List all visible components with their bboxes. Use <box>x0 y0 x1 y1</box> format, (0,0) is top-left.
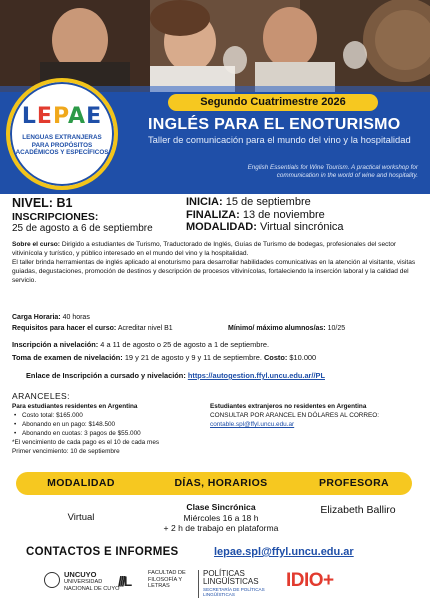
inicia-value: 15 de septiembre <box>225 196 311 208</box>
logo-letter: A <box>68 104 87 129</box>
uncuyo-seal-icon <box>44 572 60 588</box>
inscripciones-label: INSCRIPCIONES: <box>12 211 99 223</box>
req-label: Requisitos para hacer el curso: <box>12 325 117 332</box>
cell-profesora: Elizabeth Balliro <box>320 504 396 516</box>
course-subtitle: Taller de comunicación para el mundo del vino y la hospitalidad <box>148 134 411 145</box>
logo-letter: E <box>86 104 103 129</box>
toma-value: 19 y 21 de agosto y 9 y 11 de septiembre. <box>122 353 264 362</box>
extranjeros-title: Estudiantes extranjeros no residentes en Argentina <box>210 403 367 410</box>
insc-niv-value: 4 a 11 de agosto o 25 de agosto a 1 de septiembre. <box>98 340 270 349</box>
min-max-alumnos <box>228 325 345 332</box>
aranceles-residentes <box>12 403 212 457</box>
uncuyo-subtitle: UNIVERSIDAD NACIONAL DE CUYO <box>64 579 120 592</box>
contact-email-link[interactable]: lepae.spl@ffyl.uncu.edu.ar <box>214 546 354 558</box>
header-dias-horarios: DÍAS, HORARIOS <box>174 477 268 489</box>
about-paragraph <box>12 241 420 258</box>
about-text-2: El taller brinda herramientas de inglés aplicado al enoturismo para desarrollar habilidades comunicativas en la atención al visitante, visitas guiadas, degustaciones, promoción de destinos y descripción de procesos vitivinícolas, fortaleciendo la inserción laboral y la calidad del servicio. <box>12 259 416 284</box>
ffyl-name: FACULTAD DE FILOSOFÍA Y LETRAS <box>148 570 186 590</box>
pl-title: POLÍTICAS LINGÜÍSTICAS <box>203 569 259 587</box>
header-profesora: PROFESORA <box>318 477 390 489</box>
about-text-1: Dirigido a estudiantes de Turismo, Traductorado de Inglés, Guías de Turismo de bodegas, profesionales del sector vitivinícola y turístico, y público interesado en el mundo del vino y la hospitalidad. <box>12 241 397 257</box>
schedule-table-header <box>16 472 412 495</box>
aranceles-title: ARANCELES: <box>12 391 70 401</box>
idio-mark: IDIO+ <box>286 570 334 591</box>
primer-vencimiento: Primer vencimiento: 10 de septiembre <box>12 447 120 455</box>
pl-subtitle: SECRETARÍA DE POLÍTICAS LINGÜÍSTICAS <box>203 586 265 598</box>
about-label: Sobre el curso: <box>12 241 61 248</box>
lepae-logo-text <box>10 104 114 129</box>
lepae-logo <box>6 78 118 190</box>
extranjeros-text: CONSULTAR POR ARANCEL EN DÓLARES AL CORREO: <box>210 411 380 419</box>
horario-line-1: Miércoles 16 a 18 h <box>183 512 259 523</box>
clase-sincronica: Clase Sincrónica <box>186 502 256 512</box>
logo-letter: L <box>21 104 37 129</box>
uncuyo-text <box>64 570 120 592</box>
enlace-label: Enlace de Inscripción a cursado y nivelación: <box>26 371 188 380</box>
price-item: • Abonando en cuotas: 3 pagos de $55.000 <box>12 430 212 439</box>
vencimiento-note: *El vencimiento de cada pago es el 10 de cada mes <box>12 438 160 446</box>
uncuyo-logo <box>44 570 120 592</box>
contactos-label: CONTACTOS E INFORMES <box>26 546 179 558</box>
horario-line-2: + 2 h de trabajo en plataforma <box>163 523 279 534</box>
toma-examen <box>12 353 316 362</box>
enlace-link[interactable]: https://autogestion.ffyl.uncu.edu.ar//PL <box>187 371 325 380</box>
minmax-label: Mínimo/ máximo alumnos/as: <box>228 325 326 332</box>
idio-logo <box>286 570 334 593</box>
logo-letter: P <box>52 104 69 129</box>
uncuyo-name: UNCUYO <box>64 570 97 579</box>
footer-logos <box>0 566 430 608</box>
residentes-title: Para estudiantes residentes en Argentina <box>12 403 138 410</box>
toma-label: Toma de examen de nivelación: <box>12 353 123 362</box>
header-modalidad: MODALIDAD <box>47 477 115 489</box>
cell-dias-horarios <box>146 502 296 534</box>
ffyl-logo <box>118 570 196 590</box>
inicia <box>186 196 311 208</box>
price-item: • Costo total: $165.000 <box>12 412 212 421</box>
cell-modalidad: Virtual <box>67 512 95 523</box>
price-list <box>12 412 212 439</box>
nivel: NIVEL: B1 <box>12 196 73 210</box>
course-description <box>12 241 420 287</box>
finaliza-value: 13 de noviembre <box>242 209 325 221</box>
finaliza-label: FINALIZA: <box>186 209 240 221</box>
modalidad-label: MODALIDAD: <box>186 221 257 233</box>
inscripciones-value: 25 de agosto a 6 de septiembre <box>12 223 153 234</box>
ffyl-mark-icon: ///L <box>118 573 131 589</box>
aranceles-extranjeros <box>210 403 410 430</box>
extranjeros-info <box>210 412 410 430</box>
insc-niv-label: Inscripción a nivelación: <box>12 340 99 349</box>
costo-value: $10.000 <box>287 353 317 362</box>
carga-value: 40 horas <box>60 314 90 321</box>
enlace-inscripcion <box>26 371 325 380</box>
inscripcion-nivelacion <box>12 340 269 349</box>
header-banner <box>0 0 430 194</box>
price-item: • Abonando en un pago: $148.500 <box>12 421 212 430</box>
finaliza <box>186 209 325 221</box>
carga-horaria <box>12 314 90 321</box>
carga-label: Carga Horaria: <box>12 314 61 321</box>
course-title: INGLÉS PARA EL ENOTURISMO <box>148 116 401 133</box>
modalidad <box>186 221 344 233</box>
modalidad-value: Virtual sincrónica <box>259 221 344 233</box>
logo-letter: E <box>36 104 53 129</box>
requisitos <box>12 325 173 332</box>
minmax-value: 10/25 <box>325 325 346 332</box>
costo-label: Costo: <box>263 353 288 362</box>
inicia-label: INICIA: <box>186 196 223 208</box>
semester-badge: Segundo Cuatrimestre 2026 <box>168 94 378 111</box>
lepae-logo-subtitle: LENGUAS EXTRANJERAS PARA PROPÓSITOS ACADÉMICOS Y ESPECÍFICOS <box>15 134 109 157</box>
english-tagline: English Essentials for Wine Tourism. A practical workshop for communication in the world of wine and hospitality. <box>247 164 418 179</box>
contable-email-link[interactable]: contable.spl@ffyl.uncu.edu.ar <box>210 420 295 428</box>
req-value: Acreditar nivel B1 <box>116 325 173 332</box>
politicas-linguisticas-logo <box>198 570 273 598</box>
